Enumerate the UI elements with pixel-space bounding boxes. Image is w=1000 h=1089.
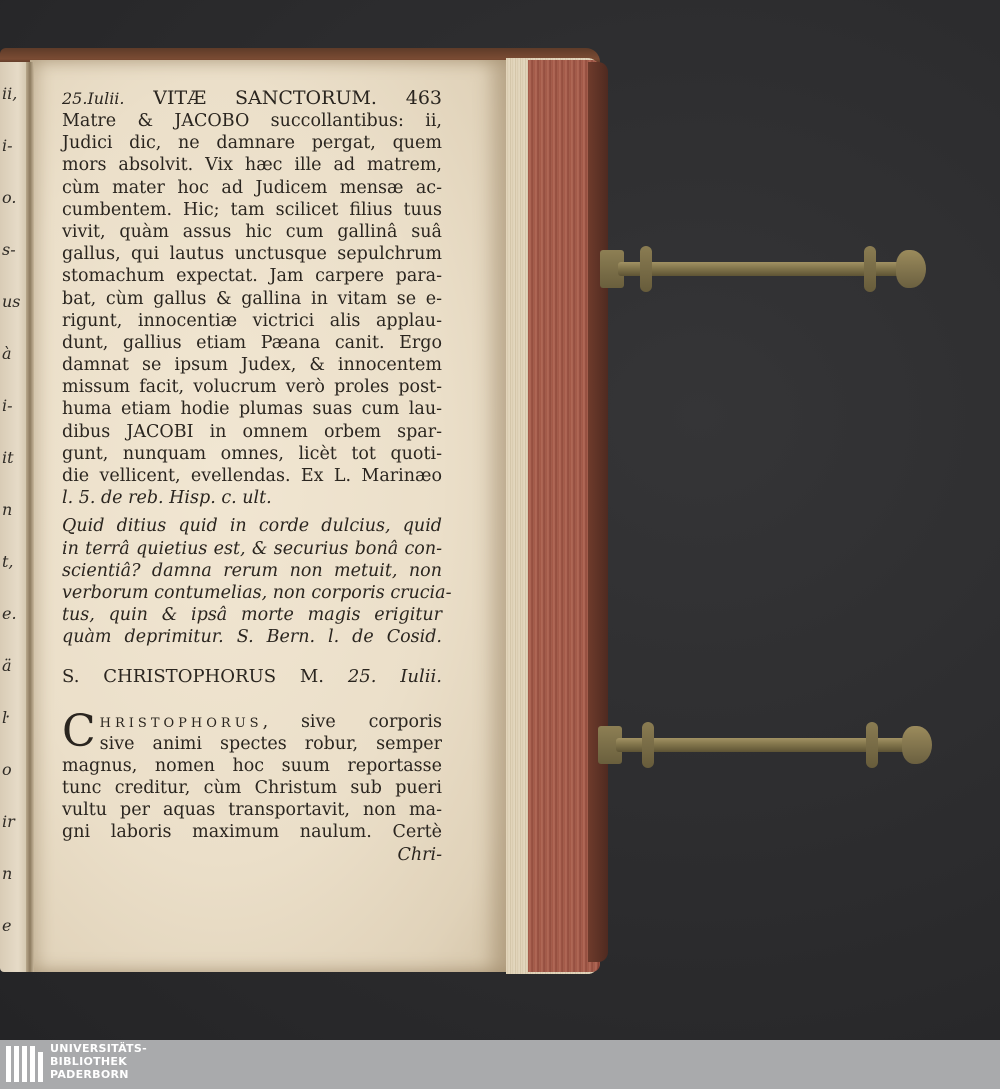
- library-name-line: BIBLIOTHEK: [50, 1055, 128, 1068]
- quote-line: verborum contumelias, non corporis crucia-: [62, 582, 452, 603]
- text-line: mors absolvit. Vix hæc ille ad matrem,: [62, 155, 442, 176]
- section-title: S. CHRISTOPHORUS M.: [62, 665, 325, 687]
- library-logo-icon: [2, 1042, 46, 1086]
- text-line: missum facit, volucrum verò proles post-: [62, 377, 442, 398]
- text-line: gunt, nunquam omnes, licèt tot quoti-: [62, 443, 442, 464]
- text-line: bat, cùm gallus & gallina in vitam se e-: [62, 288, 442, 309]
- text-line: Matre & JACOBO succollantibus: ii,: [62, 111, 442, 131]
- text-line: cumbentem. Hic; tam scilicet filius tuus: [62, 199, 442, 220]
- quote-line: quàm deprimitur. S. Bern. l. de Cosid.: [62, 627, 442, 648]
- margin-fragment: i-: [2, 396, 13, 415]
- drop-capital: C: [62, 705, 96, 757]
- quote-line: tus, quin & ipsâ morte magis erigitur: [62, 605, 442, 626]
- margin-fragment: o: [2, 760, 12, 779]
- margin-fragment: e: [2, 916, 12, 935]
- left-page-margin-text: [0, 62, 28, 972]
- section-line: magnus, nomen hoc suum reportasse: [62, 755, 442, 776]
- text-line: gallus, qui lautus unctusque sepulchrum: [62, 244, 442, 265]
- margin-fragment: ir: [2, 812, 15, 831]
- margin-fragment: e.: [2, 604, 17, 623]
- lower-clasp: [598, 730, 932, 760]
- running-head-title: VITÆ SANCTORUM.: [153, 87, 377, 109]
- text-line: l. 5. de reb. Hisp. c. ult.: [62, 488, 272, 509]
- section-heading: [62, 663, 442, 691]
- margin-fragment: à: [2, 344, 12, 363]
- section-date: 25. Iulii.: [347, 665, 442, 687]
- text-line: dibus JACOBI in omnem orbem spar-: [62, 421, 442, 442]
- section-line: sive animi spectes robur, semper: [99, 733, 442, 754]
- section-line: tunc creditur, cùm Christum sub pueri: [62, 778, 442, 799]
- library-footer: [0, 1040, 1000, 1089]
- margin-fragment: ii,: [2, 84, 18, 103]
- quote-paragraph: [62, 515, 452, 648]
- text-line: stomachum expectat. Jam carpere para-: [62, 266, 442, 287]
- library-name-line: PADERBORN: [50, 1068, 129, 1081]
- body-paragraph: [62, 110, 442, 509]
- book-cover-edge: [588, 62, 608, 962]
- section-first-line: [62, 711, 442, 733]
- page-gutter: [26, 62, 34, 972]
- margin-fragment: i-: [2, 136, 13, 155]
- running-head: [62, 86, 442, 110]
- library-name: [50, 1042, 147, 1081]
- text-line: dunt, gallius etiam Pæana canit. Ergo: [62, 332, 442, 353]
- margin-fragment: s-: [2, 240, 16, 259]
- running-head-date: 25.Iulii.: [62, 89, 125, 108]
- text-line: Judici dic, ne damnare pergat, quem: [62, 133, 442, 154]
- margin-fragment: t,: [2, 552, 14, 571]
- section-line: vultu per aquas transportavit, non ma-: [62, 800, 442, 821]
- margin-fragment: ä: [2, 656, 12, 675]
- margin-fragment: us: [2, 292, 21, 311]
- margin-fragment: it: [2, 448, 14, 467]
- margin-fragment: ŀ: [2, 708, 10, 727]
- margin-fragment: n: [2, 864, 13, 883]
- text-line: vivit, quàm assus hic cum gallinâ suâ: [62, 221, 442, 242]
- text-line: die vellicent, evellendas. Ex L. Marinæo: [62, 466, 442, 486]
- text-line: cùm mater hoc ad Judicem mensæ ac-: [62, 177, 442, 198]
- text-line: rigunt, innocentiæ victrici alis applau-: [62, 310, 442, 331]
- catchword: Chri-: [397, 844, 442, 865]
- section-line-text: , sive corporis: [262, 711, 442, 732]
- section-line: gni laboris maximum naulum. Certè: [62, 822, 442, 843]
- margin-fragment: o.: [2, 188, 17, 207]
- quote-line: scientiâ? damna rerum non metuit, non: [62, 560, 442, 581]
- quote-line: Quid ditius quid in corde dulcius, quid: [62, 516, 442, 537]
- section-first-word: HRISTOPHORUS: [99, 715, 263, 731]
- text-line: huma etiam hodie plumas suas cum lau-: [62, 399, 442, 420]
- page-text: [62, 86, 452, 866]
- upper-clasp: [600, 254, 926, 284]
- margin-fragment: n: [2, 500, 13, 519]
- quote-line: in terrâ quietius est, & securius bonâ con-: [62, 538, 442, 559]
- page-number: 463: [405, 87, 442, 109]
- text-line: damnat se ipsum Judex, & innocentem: [62, 355, 442, 376]
- library-name-line: UNIVERSITÄTS-: [50, 1042, 147, 1055]
- section-paragraph: [62, 705, 442, 844]
